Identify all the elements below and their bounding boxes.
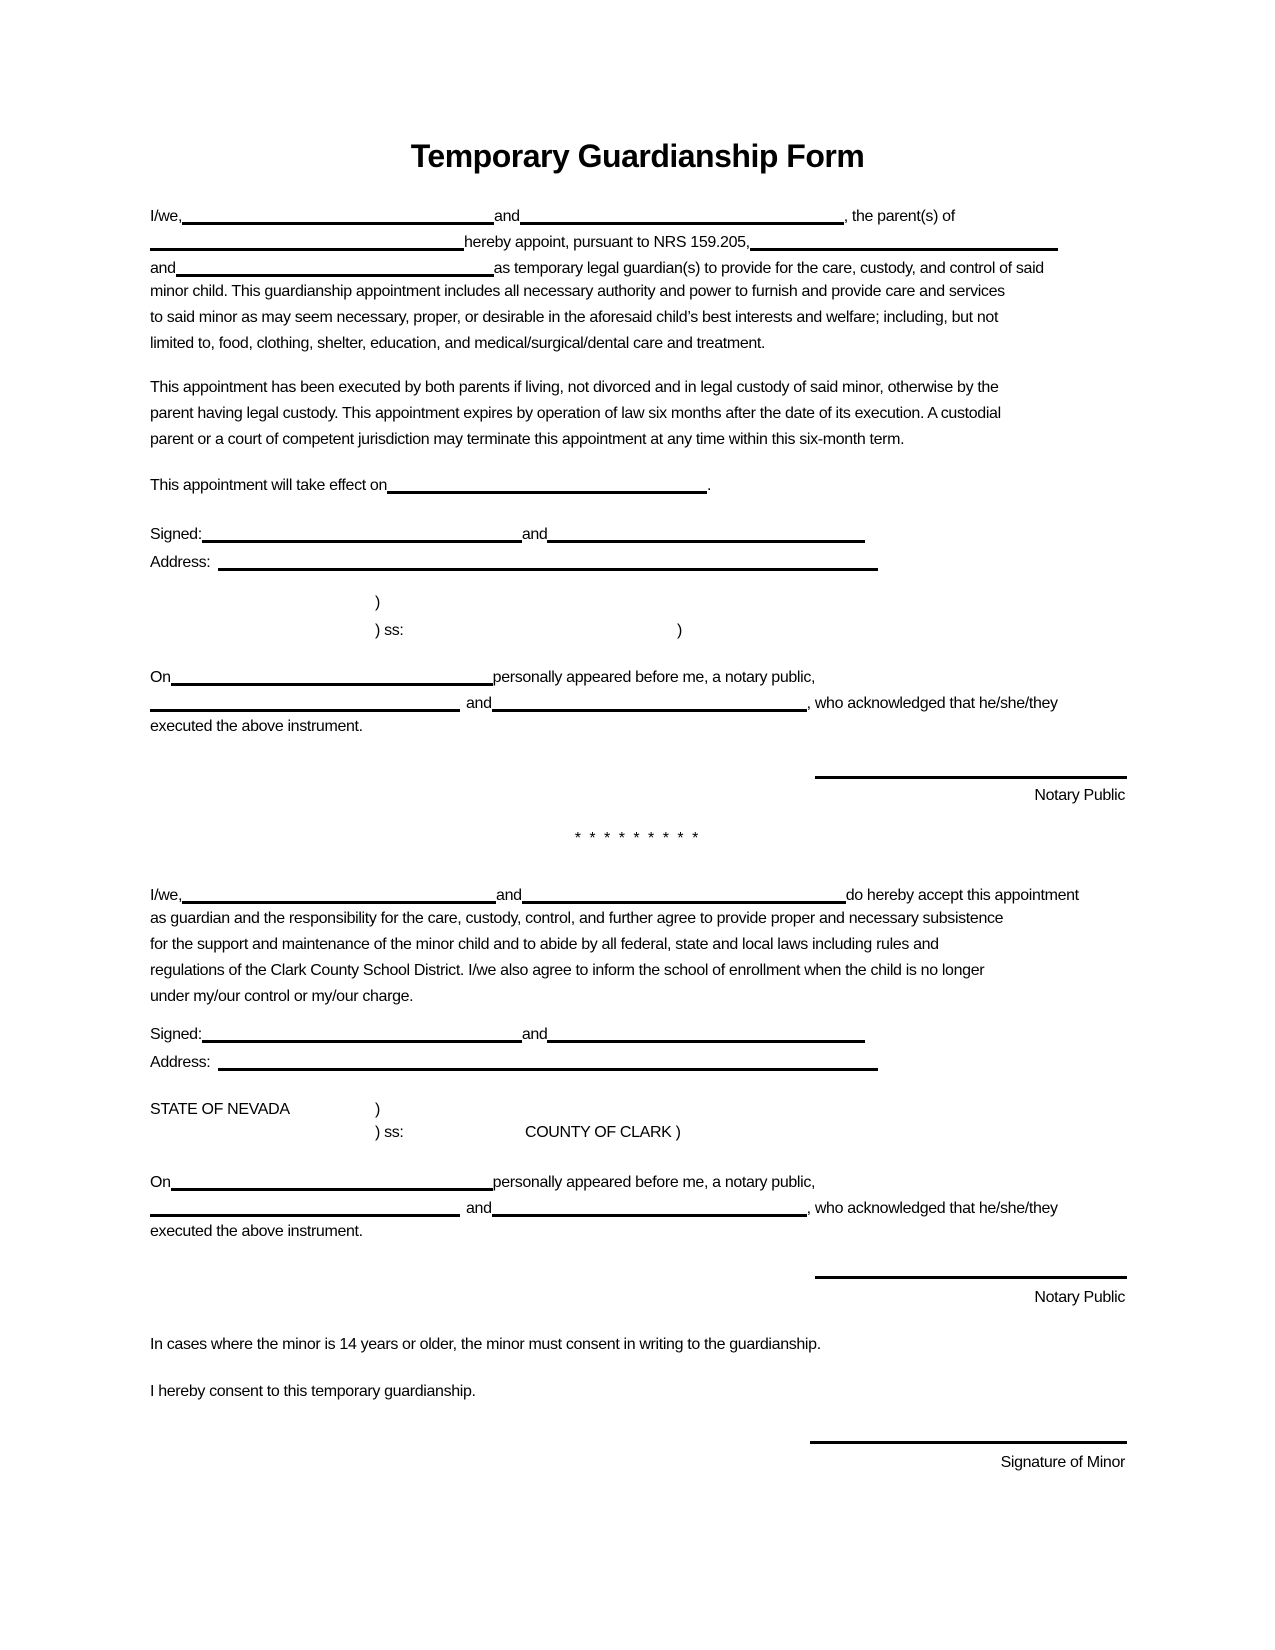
and-label: and xyxy=(150,260,176,277)
appointment-line-5: to said minor as may seem necessary, proper, or desirable in the aforesaid child’s best interests and welfare; including, but not xyxy=(150,309,999,326)
parents-of-label: , the parent(s) of xyxy=(843,208,955,225)
minor-signature-line[interactable] xyxy=(810,1441,1127,1444)
and-label: and xyxy=(521,1026,548,1043)
execution-line-1: This appointment has been executed by both parents if living, not divorced and in legal custody of said minor, otherwise by the xyxy=(150,379,999,396)
notary2-date-field[interactable] xyxy=(171,1170,493,1191)
iwe-label: I/we, xyxy=(150,208,183,225)
and-label: and xyxy=(496,887,522,904)
parents-address-line xyxy=(150,550,878,573)
guardian1-signature-field[interactable] xyxy=(202,1022,522,1043)
parent2-signature-field[interactable] xyxy=(547,522,865,543)
guardian1-name-field[interactable] xyxy=(750,230,1058,251)
execution-line-2: parent having legal custody. This appointment expires by operation of law six months after the date of its execution. A custodial xyxy=(150,405,1001,422)
accept-label: do hereby accept this appointment xyxy=(845,887,1079,904)
venue1-paren2: ) xyxy=(677,622,682,639)
parents-signed-line xyxy=(150,522,865,545)
hereby-appoint-label: hereby appoint, pursuant to NRS 159.205, xyxy=(464,234,750,251)
county-of-clark-label: COUNTY OF CLARK ) xyxy=(525,1124,681,1141)
effective-date-field[interactable] xyxy=(387,473,707,494)
notary1-public-label: Notary Public xyxy=(1034,787,1125,804)
accept-line-3: for the support and maintenance of the minor child and to abide by all federal, state and local laws including rules and xyxy=(150,936,939,953)
effect-label: This appointment will take effect on xyxy=(150,477,388,494)
guardian2-signature-field[interactable] xyxy=(547,1022,865,1043)
who-acknowledged-label: , who acknowledged that he/she/they xyxy=(806,695,1058,712)
and-label: and xyxy=(466,1200,492,1217)
address-label: Address: xyxy=(150,554,211,571)
notary1-signature-line[interactable] xyxy=(815,776,1127,779)
accept-line-4: regulations of the Clark County School District. I/we also agree to inform the school of enrollment when the child is no longer xyxy=(150,962,985,979)
venue2-paren: ) xyxy=(375,1101,380,1118)
address-label: Address: xyxy=(150,1054,211,1071)
appointment-line-2 xyxy=(150,230,1058,253)
venue1-paren: ) xyxy=(375,594,380,611)
personally-appeared-label: personally appeared before me, a notary public, xyxy=(492,1174,816,1191)
notary1-line-3: executed the above instrument. xyxy=(150,718,363,735)
minor-consent-statement: I hereby consent to this temporary guardianship. xyxy=(150,1383,476,1400)
on-label: On xyxy=(150,1174,171,1191)
page-title: Temporary Guardianship Form xyxy=(410,138,865,174)
notary2-appearer1-field[interactable] xyxy=(150,1196,460,1217)
who-acknowledged-label: , who acknowledged that he/she/they xyxy=(806,1200,1058,1217)
guardians-address-field[interactable] xyxy=(218,1050,878,1071)
as-temporary-label: as temporary legal guardian(s) to provide for the care, custody, and control of said xyxy=(493,260,1044,277)
appointment-line-1 xyxy=(150,204,955,227)
notary2-appearer2-field[interactable] xyxy=(492,1196,807,1217)
on-label: On xyxy=(150,669,171,686)
guardians-signed-line xyxy=(150,1022,865,1045)
accept-line-2: as guardian and the responsibility for the care, custody, control, and further agree to provide proper and necessary subsistence xyxy=(150,910,1004,927)
notary2-public-label: Notary Public xyxy=(1034,1289,1125,1306)
state-of-nevada-label: STATE OF NEVADA xyxy=(150,1101,290,1118)
venue1-paren-ss: ) ss: xyxy=(375,622,404,639)
notary1-line-2 xyxy=(150,691,1058,714)
guardian2-name-field[interactable] xyxy=(176,256,494,277)
effective-date-line xyxy=(150,473,711,496)
and-label: and xyxy=(466,695,492,712)
notary2-line-2 xyxy=(150,1196,1058,1219)
notary2-line-3: executed the above instrument. xyxy=(150,1223,363,1240)
accept-line-1 xyxy=(150,883,1079,906)
minor-consent-note: In cases where the minor is 14 years or older, the minor must consent in writing to the guardianship. xyxy=(150,1336,821,1353)
signed-label: Signed: xyxy=(150,526,202,543)
accept-line-5: under my/our control or my/our charge. xyxy=(150,988,414,1005)
notary1-date-field[interactable] xyxy=(171,665,493,686)
notary2-line-1 xyxy=(150,1170,815,1193)
venue2-paren-ss: ) ss: xyxy=(375,1124,404,1141)
notary1-appearer2-field[interactable] xyxy=(492,691,807,712)
and-label: and xyxy=(494,208,520,225)
and-label: and xyxy=(521,526,548,543)
personally-appeared-label: personally appeared before me, a notary public, xyxy=(492,669,816,686)
parent2-name-field[interactable] xyxy=(520,204,844,225)
appointment-line-4: minor child. This guardianship appointment includes all necessary authority and power to furnish and provide care and services xyxy=(150,283,1005,300)
parent1-signature-field[interactable] xyxy=(202,522,522,543)
accept-guardian1-field[interactable] xyxy=(182,883,496,904)
minor-name-field[interactable] xyxy=(150,230,464,251)
execution-line-3: parent or a court of competent jurisdiction may terminate this appointment at any time within this six-month term. xyxy=(150,431,905,448)
notary2-signature-line[interactable] xyxy=(815,1276,1127,1279)
period: . xyxy=(707,477,712,494)
notary1-line-1 xyxy=(150,665,815,688)
iwe-label: I/we, xyxy=(150,887,183,904)
guardians-address-line xyxy=(150,1050,878,1073)
signed-label: Signed: xyxy=(150,1026,202,1043)
appointment-line-6: limited to, food, clothing, shelter, education, and medical/surgical/dental care and treatment. xyxy=(150,335,766,352)
minor-signature-label: Signature of Minor xyxy=(1000,1454,1125,1471)
notary1-appearer1-field[interactable] xyxy=(150,691,460,712)
parent1-name-field[interactable] xyxy=(182,204,494,225)
appointment-line-3 xyxy=(150,256,1044,279)
section-separator-stars: * * * * * * * * * xyxy=(574,830,701,847)
parents-address-field[interactable] xyxy=(218,550,878,571)
accept-guardian2-field[interactable] xyxy=(522,883,846,904)
